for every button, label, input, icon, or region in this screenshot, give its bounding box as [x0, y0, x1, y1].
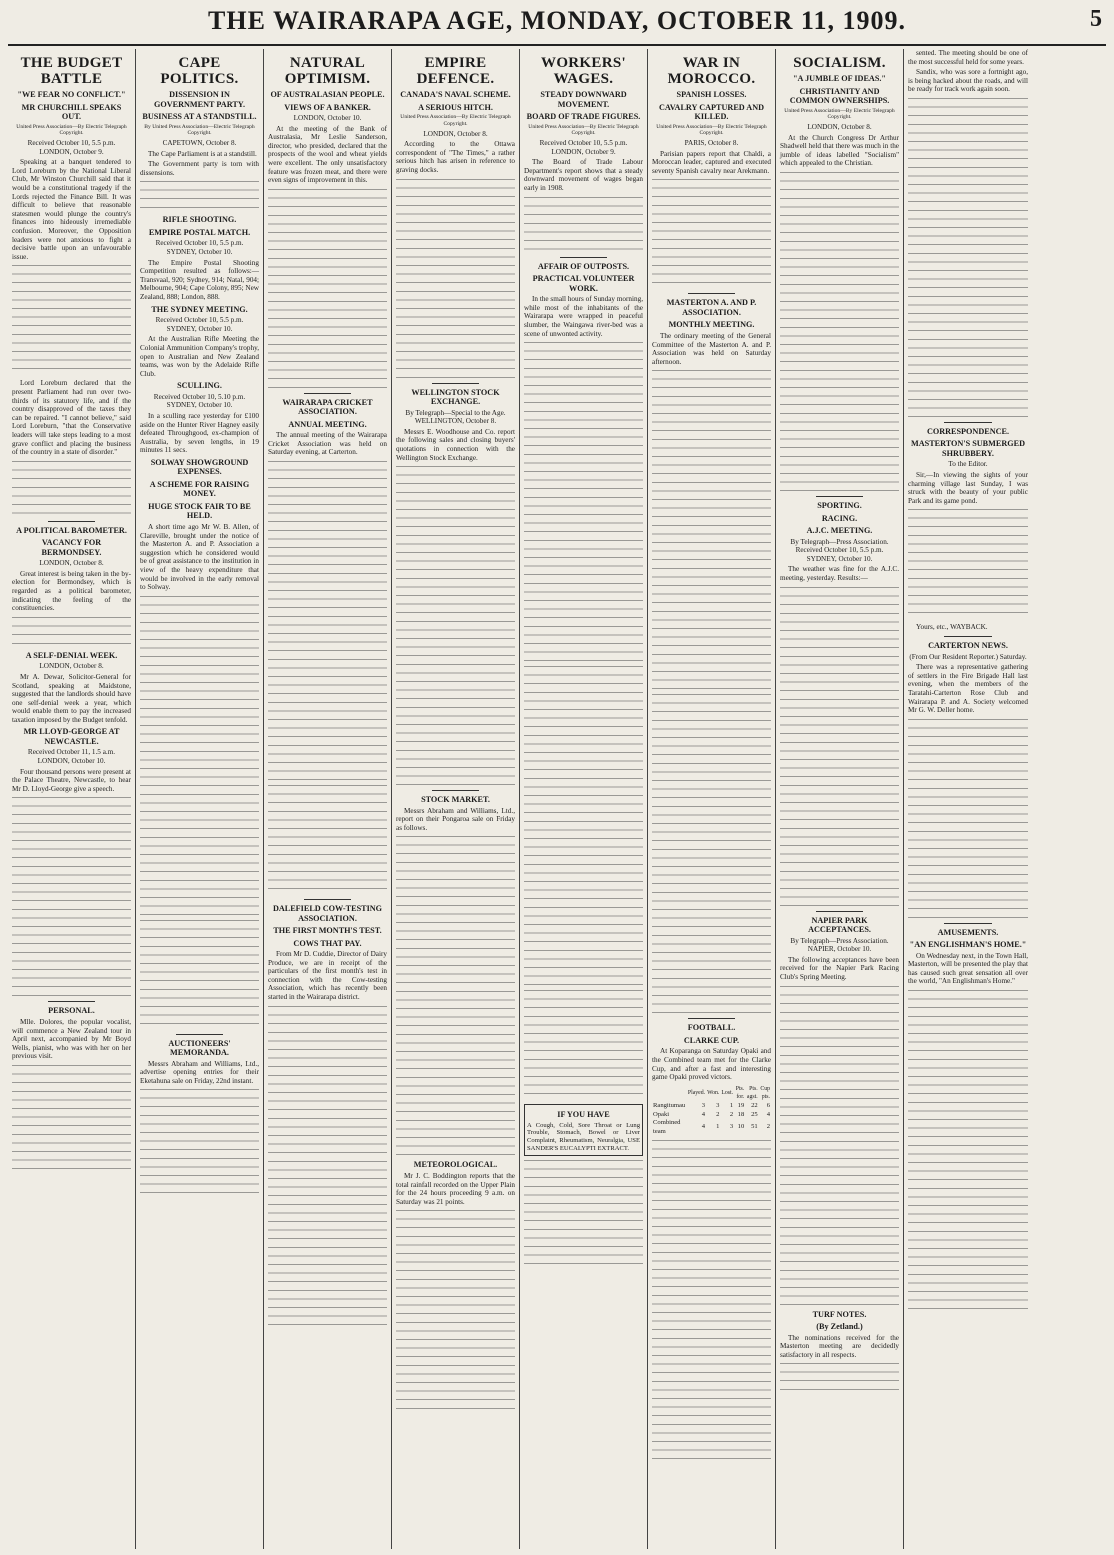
article-paragraph: The Government party is torn with dissensions. — [140, 160, 259, 177]
table-cell: 1 — [716, 1123, 720, 1131]
subheading: MONTHLY MEETING. — [668, 320, 755, 330]
column-8 — [904, 49, 1032, 1549]
article-paragraph: Mlle. Dolores, the popular vocalist, will commence a New Zealand tour in April next, accompanied by Mr Boyd Wells, pianist, who was with her on her previous visit. — [12, 1017, 131, 1061]
subheading: CORRESPONDENCE. — [926, 426, 1010, 436]
table-row — [652, 1119, 771, 1136]
article-text-continuation — [396, 179, 515, 379]
divider — [944, 422, 992, 423]
table-cell: Opaki — [653, 1110, 670, 1118]
table-header-cell: Cup pts. — [760, 1085, 770, 1101]
divider — [688, 293, 736, 294]
article-paragraph: Great interest is being taken in the by-election for Bermondsey, which is regarded as a political barometer, indicating the feeling of the constituencies. — [12, 569, 131, 613]
headline: THE BUDGET BATTLE — [20, 55, 123, 87]
headline: NATURAL OPTIMISM. — [284, 55, 371, 87]
subheading: "WE FEAR NO CONFLICT." — [17, 90, 126, 99]
subheading: CHRISTIANITY AND COMMON OWNERSHIPS. — [789, 86, 890, 105]
dateline: Received October 10, 5.5 p.m. LONDON, October 9. — [539, 139, 628, 156]
table-cell: 19 — [737, 1101, 745, 1109]
column-6 — [648, 49, 776, 1549]
divider — [304, 899, 352, 900]
table-cell: 6 — [766, 1101, 770, 1109]
article-text-continuation — [524, 666, 643, 986]
article-paragraph: The nominations received for the Masterton meeting are decidedly satisfactory in all respects. — [780, 1333, 899, 1359]
article-text-continuation — [268, 189, 387, 389]
table-cell: 22 — [751, 1101, 758, 1109]
headline: WAR IN MOROCCO. — [667, 55, 756, 87]
divider — [560, 257, 608, 258]
subheading: AFFAIR OF OUTPOSTS. — [537, 261, 630, 271]
dateline: By Telegraph—Press Association. NAPIER, October 10. — [790, 936, 889, 954]
column-3 — [264, 49, 392, 1549]
article-paragraph: In the small hours of Sunday morning, while most of the inhabitants of the Wairarapa were wrapped in peaceful slumber, the Waingawa river-bed was a scene of unwonted activity. — [524, 295, 643, 338]
column-7 — [776, 49, 904, 1549]
table-header-cell: Played. — [687, 1090, 706, 1097]
table-cell: 4 — [701, 1110, 706, 1118]
table-header-cell: Lost. — [721, 1090, 734, 1097]
subheading: WELLINGTON STOCK EXCHANGE. — [411, 387, 500, 407]
article-text-continuation — [140, 920, 259, 1030]
article-paragraph: The annual meeting of the Wairarapa Cricket Association was held on Saturday evening, at Carterton. — [268, 431, 387, 457]
dateline: PARIS, October 8. — [684, 139, 739, 148]
subheading: STEADY DOWNWARD MOVEMENT. — [540, 90, 627, 109]
article-paragraph: The weather was fine for the A.J.C. meeting, yesterday. Results:— — [780, 565, 899, 582]
columns — [8, 49, 1106, 1549]
subheading: CARTERTON NEWS. — [928, 641, 1008, 651]
subheading: A SERIOUS HITCH. — [418, 102, 493, 112]
dateline: Received October 10, 5.5 p.m. LONDON, October 9. — [27, 139, 116, 156]
dateline: By Telegraph—Press Association. Received October 10, 5.5 p.m. SYDNEY, October 10. — [790, 537, 889, 563]
subheading: STOCK MARKET. — [421, 795, 490, 805]
dateline: LONDON, October 8. — [39, 662, 104, 671]
subheading: CANADA'S NAVAL SCHEME. — [400, 90, 511, 99]
subheading: CLARKE CUP. — [683, 1035, 740, 1045]
article-paragraph: The following acceptances have been received for the Napier Park Racing Club's Spring Meeting. — [780, 955, 899, 981]
article-text-continuation — [652, 370, 771, 690]
dateline: LONDON, October 8. — [423, 129, 488, 138]
table-cell: 4 — [701, 1123, 706, 1131]
subheading: CAVALRY CAPTURED AND KILLED. — [658, 102, 765, 121]
table-cell: 51 — [751, 1123, 758, 1131]
article-paragraph: Sandix, who was sore a fortnight ago, is being hacked about the roads, and will be ready for track work again soon. — [908, 68, 1028, 94]
article-paragraph: The Cape Parliament is at a standstill. — [148, 149, 257, 158]
dateline: By Telegraph—Special to the Age. WELLINGTON, October 8. — [405, 408, 506, 426]
table-cell: 18 — [737, 1110, 745, 1118]
article-paragraph: According to the Ottawa correspondent of "The Times," a rather serious hitch has arisen in reference to graving docks. — [396, 140, 515, 174]
subheading: A.J.C. MEETING. — [806, 526, 873, 536]
article-text-continuation — [12, 461, 131, 517]
subheading: "A JUMBLE OF IDEAS." — [793, 74, 886, 83]
subheading: TURF NOTES. — [812, 1309, 867, 1319]
subheading: THE FIRST MONTH'S TEST. — [273, 926, 382, 936]
table-cell: 3 — [716, 1101, 720, 1109]
headline: SOCIALISM. — [793, 55, 886, 71]
article-text-continuation — [780, 172, 899, 492]
article-paragraph: Messrs Abraham and Williams, Ltd., advertise opening entries for their Eketahuna sale on Friday, 22nd instant. — [140, 1059, 259, 1085]
article-paragraph: At the meeting of the Bank of Australasia, Mr Leslie Sanderson, director, who presided, declared that the prospects of the wool and wheat yields were excellent. The only unsatisfactory feature was frozen meat, and there were even signs of improvement in this. — [268, 124, 387, 185]
subheading: A SCHEME FOR RAISING MONEY. — [149, 479, 250, 499]
divider — [48, 521, 96, 522]
article-paragraph: At the Church Congress Dr Arthur Shadwell held that there was much in the jumble of ideas labelled "Socialism" which appealed to the Christian. — [780, 133, 899, 168]
subheading: PRACTICAL VOLUNTEER WORK. — [532, 274, 635, 293]
dateline: (From Our Resident Reporter.) Saturday. — [909, 652, 1027, 661]
subheading: WAIRARAPA CRICKET ASSOCIATION. — [282, 397, 373, 417]
article-paragraph: Lord Loreburn declared that the present Parliament had run over two-thirds of its statutory life, and if the country disapproved of the taxes they can be repaired. "I cannot believe," said Lord Loreburn, "that the Conservative leaders will take steps leading to a most grave conflict and placing the business of the country in a state of disorder." — [12, 379, 131, 457]
headline: EMPIRE DEFENCE. — [416, 55, 495, 87]
subheading: THE SYDNEY MEETING. — [151, 304, 248, 314]
subheading: "AN ENGLISHMAN'S HOME." — [909, 940, 1027, 950]
dateline: LONDON, October 10. — [293, 114, 362, 122]
subheading: FOOTBALL. — [687, 1023, 736, 1033]
article-text-continuation — [12, 1065, 131, 1175]
article-text-continuation — [780, 1363, 899, 1393]
subheading: ANNUAL MEETING. — [288, 419, 367, 429]
article-text-continuation — [268, 1006, 387, 1326]
article-paragraph: At the Australian Rifle Meeting the Colonial Ammunition Company's trophy, open to Australian and New Zealand teams, was won by the Adelaide Rifle Club. — [140, 335, 259, 378]
article-text-continuation — [908, 509, 1028, 619]
article-text-continuation — [908, 990, 1028, 1310]
article-paragraph: sented. The meeting should be one of the most successful held for some years. — [908, 49, 1028, 66]
article-text-continuation — [12, 617, 131, 647]
article-text-continuation — [908, 719, 1028, 919]
article-paragraph: Mr A. Dewar, Solicitor-General for Scotland, speaking at Maidstone, suggested that the landlords should have one self-denial week a year, which would enable them to pay the increased taxation imposed by the Budget tenfold. — [12, 672, 131, 724]
article-paragraph: The Board of Trade Labour Department's report shows that a steady downward movement of wages began early in 1908. — [524, 158, 643, 193]
dateline: Received October 10, 5.10 p.m. SYDNEY, October 10. — [153, 392, 246, 410]
table-row — [652, 1102, 771, 1111]
table-cell: 2 — [729, 1110, 734, 1118]
table-cell: 25 — [751, 1110, 758, 1118]
article-text-continuation — [268, 785, 387, 895]
article-paragraph: Four thousand persons were present at the Palace Theatre, Newcastle, to hear Mr D. Lloyd-George give a speech. — [12, 767, 131, 793]
masthead — [8, 4, 1106, 46]
subheading: COWS THAT PAY. — [293, 938, 362, 948]
article-paragraph: In a sculling race yesterday for £100 aside on the Hunter River Hagney easily defeated Throughgood, ex-champion of Australia, by seven lengths, in 19 minutes 11 secs. — [140, 411, 259, 455]
article-paragraph: The Empire Postal Shooting Competition resulted as follows:—Transvaal, 920; Sydney, 914; Natal, 904; Melbourne, 904; Cape Colony, 895; New Zealand, 888; London, 888. — [140, 258, 259, 302]
article-paragraph: There was a representative gathering of settlers in the Fire Brigade Hall last evening, when the members of the Taratahi-Carterton Rose Club and Wairarapa P. and A. Society welcomed Mr G. W. Deller home. — [908, 663, 1028, 715]
dateline: Received October 11, 1.5 a.m. LONDON, October 10. — [27, 748, 116, 766]
subheading: RACING. — [821, 513, 858, 523]
subheading: SPORTING. — [817, 501, 862, 511]
credit-line: United Press Association—By Electric Telegraph Copyright. — [400, 114, 511, 127]
table-cell: 3 — [729, 1123, 734, 1131]
subheading: DISSENSION IN GOVERNMENT PARTY. — [154, 90, 245, 109]
article-text-continuation — [268, 461, 387, 781]
table-cell: Rangitumau — [653, 1101, 686, 1109]
subheading: VACANCY FOR BERMONDSEY. — [41, 538, 102, 557]
standings-table — [652, 1085, 771, 1137]
article-text-continuation — [524, 342, 643, 662]
divider — [944, 636, 992, 637]
subheading: A POLITICAL BAROMETER. — [16, 525, 127, 535]
article-text-continuation — [524, 1160, 643, 1270]
subheading: AMUSEMENTS. — [937, 927, 999, 937]
table-cell: 2 — [716, 1110, 720, 1118]
table-cell: 1 — [729, 1101, 734, 1109]
column-5 — [520, 49, 648, 1549]
dateline: Received October 10, 5.5 p.m. SYDNEY, October 10. — [155, 316, 244, 333]
article-paragraph: The ordinary meeting of the General Committee of the Masterton A. and P. Association was held on Saturday afternoon. — [652, 331, 771, 366]
subheading: MR CHURCHILL SPEAKS OUT. — [21, 102, 122, 121]
dateline: To the Editor. — [948, 460, 988, 469]
credit-line: United Press Association—By Electric Telegraph Copyright. — [528, 123, 639, 137]
article-paragraph: A short time ago Mr W. B. Allen, of Clareville, brought under the notice of the Masterton A. and P. Association a suggestion which he considered would be of great assistance to the institution in view of the heavy expenditure that would be involved in the early removal to Solway. — [140, 522, 259, 592]
article-text-continuation — [652, 179, 771, 289]
subheading: SPANISH LOSSES. — [676, 90, 747, 99]
credit-line: United Press Association—By Electric Telegraph Copyright. — [16, 123, 127, 137]
article-paragraph: Messrs E. Woodhouse and Co. report the following sales and closing buyers' quotations in connection with the Wellington Stock Exchange. — [396, 427, 515, 462]
subheading: VIEWS OF A BANKER. — [284, 102, 371, 112]
divider — [304, 393, 352, 394]
divider — [688, 1018, 736, 1019]
article-paragraph: Speaking at a banquet tendered to Lord Loreburn by the National Liberal Club, Mr Winston Churchill said that it would be a constitutional tragedy if the Lords rejected the Finance Bill. It was difficult to believe that reasonable statesmen would plunge the country's finances into hideously irremediable confusion. Moreover, the Opposition leaders were not anxious to fight a decisive battle upon an unfavourable issue. — [12, 158, 131, 261]
article-text-continuation — [140, 596, 259, 916]
article-text-continuation — [908, 98, 1028, 418]
divider — [48, 1001, 96, 1002]
ad-body: A Cough, Cold, Sore Throat or Lung Trouble, Stomach, Bowel or Liver Complaint, Rheumatism, Neuralgia, USE SANDER'S EUCALYPTI EXTRACT. — [527, 1121, 640, 1153]
article-text-continuation — [140, 181, 259, 211]
dateline: CAPETOWN, October 8. — [162, 139, 237, 148]
masthead-title: THE WAIRARAPA AGE, MONDAY, OCTOBER 11, 1909. — [208, 6, 906, 35]
table-cell: 4 — [766, 1110, 770, 1118]
page-number: 5 — [1090, 6, 1102, 32]
credit-line: United Press Association—By Electric Telegraph Copyright. — [656, 123, 767, 137]
divider — [816, 496, 864, 497]
dateline: LONDON, October 8. — [807, 123, 872, 132]
article-text-continuation — [652, 1140, 771, 1460]
subheading: (By Zetland.) — [816, 1322, 863, 1331]
headline: CAPE POLITICS. — [160, 55, 239, 87]
subheading: RIFLE SHOOTING. — [162, 215, 237, 225]
column-2 — [136, 49, 264, 1549]
subheading: METEOROLOGICAL. — [413, 1160, 498, 1170]
subheading: HUGE STOCK FAIR TO BE HELD. — [148, 501, 251, 521]
article-paragraph: Mr J. C. Boddington reports that the total rainfall recorded on the Upper Plain for the 24 hours proceeding 9 a.m. on Saturday was 21 points. — [396, 1171, 515, 1206]
subheading: SCULLING. — [177, 381, 222, 391]
table-header-cell — [652, 1085, 687, 1102]
article-paragraph: Messrs Abraham and Williams, Ltd., report on their Pongaroa sale on Friday as follows. — [396, 806, 515, 832]
subheading: EMPIRE POSTAL MATCH. — [148, 227, 251, 237]
column-4 — [392, 49, 520, 1549]
table-cell: Combined team — [653, 1119, 681, 1135]
table-header-cell: Won. — [707, 1090, 720, 1097]
article-paragraph: Parisian papers report that Chaldi, a Moroccan leader, captured and executed seventy Spanish cavalry near Arekmann. — [652, 149, 771, 175]
credit-line: By United Press Association—Electric Telegraph Copyright. — [144, 123, 255, 137]
article-paragraph: Sir,—In viewing the sights of your charming village last Sunday, I was struck with the beauty of your public Park and its game pond. — [908, 471, 1028, 505]
article-text-continuation — [652, 694, 771, 1014]
article-signature: Yours, etc., WAYBACK. — [916, 623, 988, 632]
table-row — [652, 1111, 771, 1120]
subheading: AUCTIONEERS' MEMORANDA. — [168, 1038, 231, 1058]
article-text-continuation — [780, 986, 899, 1306]
dateline: Received October 10, 5.5 p.m. SYDNEY, October 10. — [155, 239, 244, 257]
article-text-continuation — [524, 197, 643, 253]
table-cell: 10 — [737, 1123, 745, 1131]
table-header-cell: Pts. for. — [735, 1085, 745, 1101]
divider — [944, 923, 992, 924]
article-text-continuation — [396, 1210, 515, 1410]
divider — [432, 383, 480, 384]
subheading: BUSINESS AT A STANDSTILL. — [142, 112, 257, 121]
subheading: BOARD OF TRADE FIGURES. — [526, 112, 641, 121]
ad-title: IF YOU HAVE — [557, 1110, 610, 1120]
credit-line: United Press Association—By Electric Telegraph Copyright. — [784, 107, 895, 121]
article-paragraph: At Koparanga on Saturday Opaki and the Combined team met for the Clarke Cup, and after a fast and interesting game Opaki proved victors. — [652, 1047, 771, 1082]
article-text-continuation — [396, 466, 515, 786]
article-text-continuation — [12, 797, 131, 997]
subheading: DALEFIELD COW-TESTING ASSOCIATION. — [272, 904, 383, 923]
subheading: OF AUSTRALASIAN PEOPLE. — [270, 90, 385, 99]
advertisement — [524, 1104, 643, 1156]
subheading: MASTERTON'S SUBMERGED SHRUBBERY. — [911, 439, 1025, 458]
column-1 — [8, 49, 136, 1549]
article-text-continuation — [524, 990, 643, 1100]
subheading: SOLWAY SHOWGROUND EXPENSES. — [150, 457, 249, 477]
article-text-continuation — [140, 1089, 259, 1199]
article-text-continuation — [780, 587, 899, 907]
subheading: PERSONAL. — [48, 1006, 95, 1016]
divider — [432, 790, 480, 791]
article-paragraph: From Mr D. Cuddie, Director of Dairy Produce, we are in receipt of the particulars of the first month's test in connection with the Cow-testing Association, which has recently been started in the Wairarapa district. — [268, 950, 387, 1001]
article-text-continuation — [396, 836, 515, 1156]
subheading: MASTERTON A. AND P. ASSOCIATION. — [666, 298, 757, 317]
subheading: MR LLOYD-GEORGE AT NEWCASTLE. — [23, 727, 120, 746]
dateline: LONDON, October 8. — [39, 559, 104, 568]
subheading: NAPIER PARK ACCEPTANCES. — [808, 915, 871, 935]
table-cell: 3 — [701, 1101, 706, 1109]
table-header-row — [652, 1085, 771, 1102]
subheading: A SELF-DENIAL WEEK. — [25, 650, 118, 660]
table-cell: 2 — [766, 1123, 770, 1131]
divider — [816, 911, 864, 912]
article-text-continuation — [12, 265, 131, 375]
headline: WORKERS' WAGES. — [541, 55, 626, 87]
article-paragraph: On Wednesday next, in the Town Hall, Masterton, will be presented the play that has caused such great sensation all over the world, "An Englishman's Home." — [908, 951, 1028, 986]
divider — [176, 1034, 224, 1035]
table-header-cell: Pts. agst. — [746, 1085, 758, 1101]
